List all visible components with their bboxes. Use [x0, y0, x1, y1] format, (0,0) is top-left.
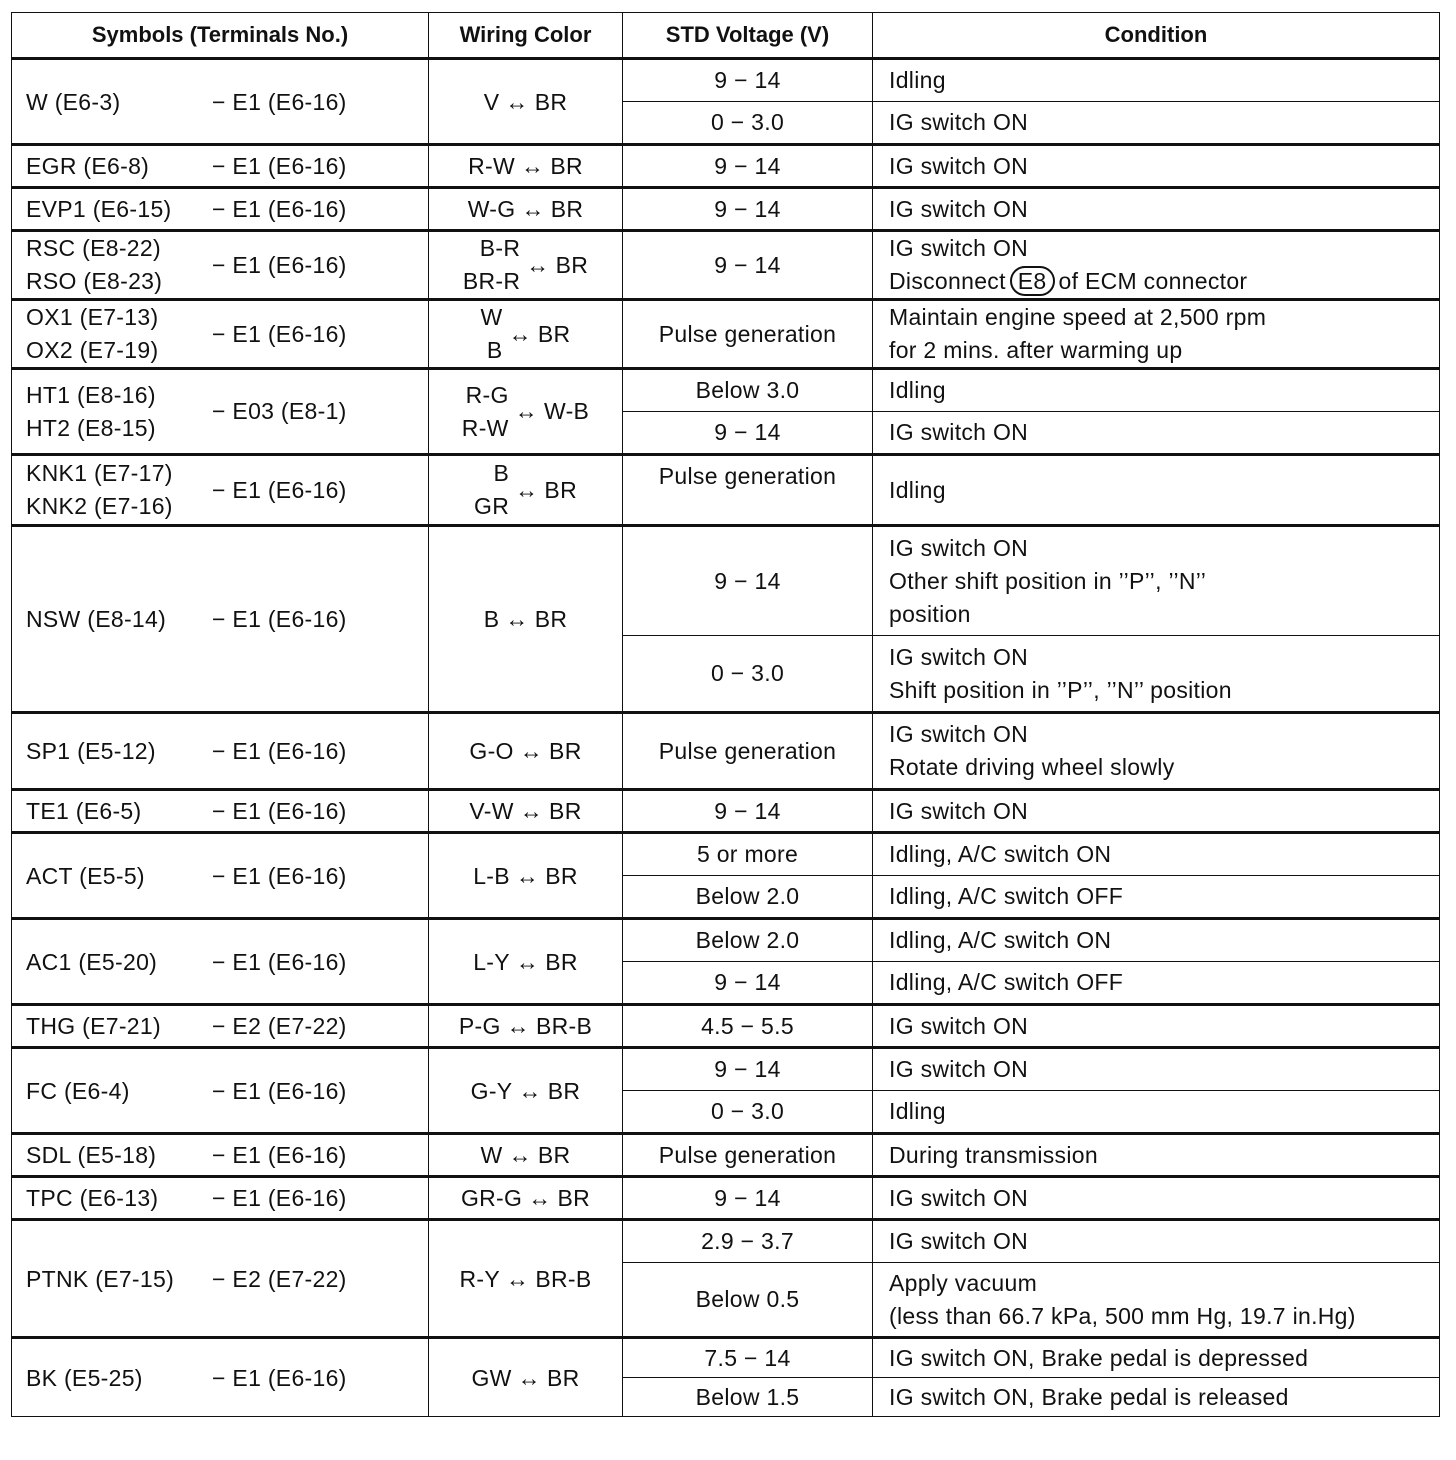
earth-terminal: − E1 (E6-16): [212, 862, 347, 889]
condition-text: of ECM connector: [1058, 268, 1248, 294]
connector-badge: E8: [1010, 266, 1055, 296]
condition-line: Other shift position in ’’P’’, ’’N’’: [889, 567, 1207, 594]
arrow-icon: ↔: [521, 196, 545, 223]
wire-color-right: BR-B: [535, 1013, 593, 1040]
terminal-symbol-line: SDL (E5-18): [26, 1142, 157, 1169]
terminal-symbol: [26, 86, 212, 119]
wire-color: G-Y: [470, 1077, 513, 1104]
condition-cell: [873, 231, 1440, 300]
symbol-cell: [12, 1338, 429, 1417]
earth-terminal: − E2 (E7-22): [212, 1265, 347, 1292]
wiring-color-cell: [429, 1134, 623, 1177]
wire-color-right: BR: [537, 320, 571, 347]
wire-color-right: BR: [537, 1142, 571, 1169]
std-voltage-cell: Below 1.5: [623, 1378, 873, 1417]
symbol-cell: [12, 919, 429, 1005]
table-row: [12, 1177, 1440, 1220]
wiring-color-cell: [429, 231, 623, 300]
wire-color-left: [484, 603, 500, 636]
terminal-symbol: [26, 860, 212, 893]
wire-color-right: BR: [544, 476, 577, 503]
table-row: [12, 526, 1440, 636]
condition-cell: [873, 412, 1440, 455]
wire-color-left: [469, 795, 513, 828]
wire-color-left: [473, 946, 510, 979]
condition-cell: [873, 1378, 1440, 1417]
std-voltage-cell: 5 or more: [623, 833, 873, 876]
wire-color: BR-R: [462, 268, 521, 294]
earth-terminal: − E1 (E6-16): [212, 153, 347, 180]
condition-line: IG switch ON: [889, 721, 1029, 747]
condition-cell: [873, 1338, 1440, 1378]
earth-terminal: − E1 (E6-16): [212, 606, 347, 633]
wire-color-right: BR: [534, 606, 568, 633]
std-voltage-cell: Below 2.0: [623, 919, 873, 962]
symbol-cell: [12, 59, 429, 145]
condition-cell: [873, 188, 1440, 231]
arrow-icon: ↔: [519, 738, 544, 765]
wire-color: V: [483, 88, 500, 115]
condition-line: Idling, A/C switch OFF: [889, 969, 1124, 995]
terminal-symbol: [26, 1075, 212, 1108]
wiring-color-cell: [429, 1220, 623, 1338]
earth-terminal: − E2 (E7-22): [212, 1013, 347, 1040]
condition-line: IG switch ON: [889, 235, 1029, 261]
arrow-icon: ↔: [521, 153, 545, 180]
terminal-symbol: [26, 232, 212, 298]
condition-line: IG switch ON: [889, 152, 1029, 179]
condition-cell: [873, 962, 1440, 1005]
symbol-cell: [12, 1048, 429, 1134]
condition-line: IG switch ON: [889, 1228, 1029, 1254]
terminal-symbol-line: TE1 (E6-5): [26, 798, 142, 825]
wire-color: W: [480, 1142, 503, 1169]
wire-color-right: BR: [550, 153, 583, 180]
wiring-color-cell: [429, 1338, 623, 1417]
wire-color: P-G: [458, 1013, 501, 1040]
condition-cell: [873, 1091, 1440, 1134]
table-row: [12, 145, 1440, 188]
terminal-symbol-line: THG (E7-21): [26, 1013, 161, 1040]
wire-color-right: BR: [534, 88, 568, 115]
table-row: [12, 1048, 1440, 1091]
terminal-symbol-line: SP1 (E5-12): [26, 738, 156, 765]
condition-cell: [873, 833, 1440, 876]
wire-color-left: [474, 457, 509, 523]
wire-color: R-W: [468, 153, 515, 180]
earth-terminal: − E1 (E6-16): [212, 320, 347, 347]
condition-line: [889, 265, 1439, 298]
condition-line: Maintain engine speed at 2,500 rpm: [889, 304, 1267, 330]
terminal-symbol-line: RSO (E8-23): [26, 268, 163, 294]
arrow-icon: ↔: [528, 1185, 552, 1212]
table-row: [12, 188, 1440, 231]
std-voltage-cell: Pulse generation: [623, 300, 873, 369]
wiring-color-cell: [429, 455, 623, 526]
arrow-icon: ↔: [506, 1013, 530, 1040]
terminal-symbol: [26, 603, 212, 636]
symbol-cell: [12, 231, 429, 300]
terminal-symbol: [26, 1182, 212, 1215]
wire-color-left: [459, 1010, 501, 1043]
condition-line: IG switch ON, Brake pedal is depressed: [889, 1344, 1309, 1371]
wiring-color-cell: [429, 300, 623, 369]
wire-color-right: BR: [549, 738, 582, 765]
std-voltage-cell: 9 − 14: [623, 188, 873, 231]
terminal-symbol: [26, 457, 212, 523]
symbol-cell: [12, 188, 429, 231]
wire-color-left: [463, 232, 520, 298]
condition-line: IG switch ON: [889, 797, 1029, 824]
condition-line: IG switch ON: [889, 1056, 1029, 1082]
earth-terminal: − E1 (E6-16): [212, 798, 347, 825]
std-voltage-cell: 0 − 3.0: [623, 102, 873, 145]
earth-terminal: − E1 (E6-16): [212, 196, 347, 223]
terminal-symbol: [26, 735, 212, 768]
header-std-voltage: STD Voltage (V): [623, 13, 873, 59]
wire-color: B-R: [479, 235, 521, 261]
condition-line: Idling: [889, 377, 946, 403]
std-voltage-cell: 2.9 − 3.7: [623, 1220, 873, 1263]
wiring-color-cell: [429, 833, 623, 919]
table-row: [12, 231, 1440, 300]
std-voltage-cell: 9 − 14: [623, 231, 873, 300]
arrow-icon: ↔: [505, 606, 529, 633]
condition-line: (less than 66.7 kPa, 500 mm Hg, 19.7 in.Hg): [889, 1302, 1356, 1329]
header-wiring-color: Wiring Color: [429, 13, 623, 59]
wire-color-right: W-B: [544, 398, 590, 424]
earth-terminal: − E1 (E6-16): [212, 1142, 347, 1169]
terminal-symbol-line: NSW (E8-14): [26, 606, 167, 633]
wire-color: L-B: [473, 862, 510, 889]
wire-color: G-O: [469, 738, 514, 765]
terminal-symbol-line: PTNK (E7-15): [26, 1265, 175, 1292]
wiring-color-cell: [429, 713, 623, 790]
condition-line: Idling, A/C switch OFF: [889, 883, 1124, 909]
terminal-symbol-line: BK (E5-25): [26, 1364, 143, 1391]
wiring-color-cell: [429, 1177, 623, 1220]
wiring-color-cell: [429, 369, 623, 455]
arrow-icon: ↔: [517, 1364, 541, 1391]
terminal-symbol-line: HT1 (E8-16): [26, 381, 156, 408]
terminal-symbol: [26, 1139, 212, 1172]
symbol-cell: [12, 526, 429, 713]
std-voltage-cell: 9 − 14: [623, 1177, 873, 1220]
condition-cell: [873, 526, 1440, 636]
symbol-cell: [12, 790, 429, 833]
table-row: [12, 713, 1440, 790]
wiring-color-cell: [429, 1048, 623, 1134]
terminal-symbol-line: FC (E6-4): [26, 1077, 130, 1104]
terminal-voltage-table: [11, 12, 1440, 1417]
terminal-symbol-line: HT2 (E8-15): [26, 414, 156, 441]
std-voltage-cell: 9 − 14: [623, 412, 873, 455]
terminal-symbol-line: ACT (E5-5): [26, 862, 145, 889]
condition-cell: [873, 300, 1440, 369]
wire-color: W: [480, 304, 503, 330]
wire-color-left: [484, 86, 500, 119]
terminal-symbol: [26, 150, 212, 183]
terminal-symbol-line: KNK2 (E7-16): [26, 493, 173, 519]
std-voltage-cell: 9 − 14: [623, 145, 873, 188]
table-row: [12, 1338, 1440, 1378]
condition-cell: [873, 59, 1440, 102]
wire-color-right: BR: [555, 251, 589, 278]
wire-color: R-W: [461, 414, 509, 441]
wiring-color-cell: [429, 919, 623, 1005]
wire-color: R-Y: [459, 1265, 501, 1292]
wire-color-right: BR: [557, 1185, 591, 1212]
wire-color-right: BR: [549, 798, 582, 825]
table-row: [12, 369, 1440, 412]
wire-color-left: [460, 1263, 501, 1296]
wire-color-left: [481, 301, 503, 367]
terminal-symbol: [26, 301, 212, 367]
wire-color: GW: [471, 1364, 512, 1391]
terminal-symbol: [26, 1263, 212, 1296]
condition-line: IG switch ON: [889, 109, 1029, 135]
condition-line: IG switch ON: [889, 643, 1029, 670]
symbol-cell: [12, 1005, 429, 1048]
std-voltage-cell: Below 3.0: [623, 369, 873, 412]
symbol-cell: [12, 369, 429, 455]
arrow-icon: ↔: [519, 798, 544, 825]
condition-cell: [873, 636, 1440, 713]
wire-color-left: [461, 1182, 522, 1215]
arrow-icon: ↔: [518, 1077, 542, 1104]
earth-terminal: − E03 (E8-1): [212, 398, 347, 424]
condition-cell: [873, 713, 1440, 790]
terminal-symbol-line: RSC (E8-22): [26, 235, 161, 261]
wiring-color-cell: [429, 526, 623, 713]
arrow-icon: ↔: [506, 1265, 530, 1292]
std-voltage-cell: 9 − 14: [623, 59, 873, 102]
condition-line: Idling, A/C switch ON: [889, 841, 1112, 867]
arrow-icon: ↔: [505, 88, 529, 115]
wire-color-left: [468, 150, 515, 183]
earth-terminal: − E1 (E6-16): [212, 738, 347, 765]
std-voltage-cell: Below 0.5: [623, 1263, 873, 1338]
table-row: [12, 59, 1440, 102]
wire-color: L-Y: [473, 948, 510, 975]
arrow-icon: ↔: [515, 862, 540, 889]
terminal-symbol-line: EVP1 (E6-15): [26, 196, 172, 223]
wire-color-left: [481, 1139, 503, 1172]
std-voltage-cell: Below 2.0: [623, 876, 873, 919]
std-voltage-cell: 9 − 14: [623, 962, 873, 1005]
condition-line: During transmission: [889, 1141, 1098, 1168]
condition-line: IG switch ON, Brake pedal is released: [889, 1383, 1289, 1410]
terminal-symbol-line: AC1 (E5-20): [26, 948, 158, 975]
condition-line: Apply vacuum: [889, 1269, 1038, 1296]
wire-color-left: [469, 735, 513, 768]
condition-line: for 2 mins. after warming up: [889, 337, 1183, 363]
condition-cell: [873, 1263, 1440, 1338]
earth-terminal: − E1 (E6-16): [212, 1077, 347, 1104]
condition-line: Idling: [889, 476, 946, 503]
condition-line: Shift position in ’’P’’, ’’N’’ position: [889, 676, 1232, 703]
terminal-symbol: [26, 795, 212, 828]
condition-cell: [873, 1005, 1440, 1048]
condition-cell: [873, 1220, 1440, 1263]
std-voltage-cell: Pulse generation: [623, 713, 873, 790]
table-row: [12, 919, 1440, 962]
wire-color-right: BR: [550, 196, 584, 223]
condition-cell: [873, 790, 1440, 833]
wire-color-right: BR: [545, 862, 578, 889]
condition-line: Idling: [889, 1098, 946, 1124]
wire-color-right: BR-B: [535, 1265, 592, 1292]
condition-cell: [873, 876, 1440, 919]
std-voltage-cell: 9 − 14: [623, 526, 873, 636]
wire-color: V-W: [469, 798, 514, 825]
wire-color-right: BR: [545, 948, 578, 975]
table-row: [12, 455, 1440, 526]
terminal-symbol: [26, 379, 212, 445]
std-voltage-cell: Pulse generation: [623, 455, 873, 526]
wiring-color-cell: [429, 145, 623, 188]
symbol-cell: [12, 1220, 429, 1338]
wire-color-left: [471, 1075, 513, 1108]
table-row: [12, 1005, 1440, 1048]
symbol-cell: [12, 145, 429, 188]
terminal-symbol: [26, 946, 212, 979]
arrow-icon: ↔: [515, 948, 540, 975]
arrow-icon: ↔: [508, 1142, 532, 1169]
earth-terminal: − E1 (E6-16): [212, 948, 347, 975]
header-condition: Condition: [873, 13, 1440, 59]
condition-cell: [873, 1177, 1440, 1220]
wire-color-left: [471, 1362, 511, 1395]
terminal-symbol-line: OX2 (E7-19): [26, 337, 159, 363]
condition-cell: [873, 455, 1440, 526]
terminal-symbol-line: OX1 (E7-13): [26, 304, 159, 330]
std-voltage-cell: 0 − 3.0: [623, 1091, 873, 1134]
wire-color: GR-G: [460, 1185, 523, 1212]
earth-terminal: − E1 (E6-16): [212, 476, 347, 503]
terminal-symbol-line: TPC (E6-13): [26, 1185, 159, 1212]
terminal-symbol-line: KNK1 (E7-17): [26, 460, 173, 486]
wire-color: B: [486, 337, 503, 363]
condition-line: Idling: [889, 67, 946, 93]
condition-line: position: [889, 600, 971, 627]
table-row: [12, 300, 1440, 369]
earth-terminal: − E1 (E6-16): [212, 1364, 347, 1391]
wire-color-right: BR: [547, 1077, 581, 1104]
wiring-color-cell: [429, 59, 623, 145]
table-row: [12, 1220, 1440, 1263]
wire-color: R-G: [465, 381, 509, 408]
table-row: [12, 833, 1440, 876]
condition-text: Disconnect: [889, 268, 1006, 294]
condition-cell: [873, 102, 1440, 145]
symbol-cell: [12, 300, 429, 369]
condition-cell: [873, 919, 1440, 962]
arrow-icon: ↔: [508, 320, 532, 347]
symbol-cell: [12, 713, 429, 790]
condition-line: IG switch ON: [889, 195, 1029, 222]
wiring-color-cell: [429, 1005, 623, 1048]
terminal-symbol-line: W (E6-3): [26, 88, 121, 115]
std-voltage-cell: 4.5 − 5.5: [623, 1005, 873, 1048]
table-row: [12, 790, 1440, 833]
wiring-color-cell: [429, 790, 623, 833]
wire-color-right: BR: [546, 1364, 580, 1391]
condition-line: Rotate driving wheel slowly: [889, 754, 1175, 780]
wire-color: B: [483, 606, 500, 633]
table-row: [12, 1134, 1440, 1177]
wire-color-left: [473, 860, 510, 893]
condition-cell: [873, 1048, 1440, 1091]
arrow-icon: ↔: [514, 398, 538, 424]
terminal-symbol: [26, 193, 212, 226]
condition-line: IG switch ON: [889, 534, 1029, 561]
header-row: [12, 13, 1440, 59]
condition-line: IG switch ON: [889, 1184, 1029, 1211]
wire-color-left: [462, 379, 509, 445]
wiring-color-cell: [429, 188, 623, 231]
symbol-cell: [12, 1177, 429, 1220]
condition-line: IG switch ON: [889, 419, 1029, 445]
terminal-symbol: [26, 1010, 212, 1043]
condition-cell: [873, 145, 1440, 188]
terminal-symbol-line: EGR (E6-8): [26, 153, 150, 180]
earth-terminal: − E1 (E6-16): [212, 251, 347, 278]
condition-line: Idling, A/C switch ON: [889, 927, 1112, 953]
wire-color-left: [468, 193, 516, 226]
wire-color: GR: [474, 493, 510, 519]
earth-terminal: − E1 (E6-16): [212, 1185, 347, 1212]
arrow-icon: ↔: [526, 251, 550, 278]
condition-line: IG switch ON: [889, 1012, 1029, 1039]
wire-color: B: [493, 460, 510, 486]
header-symbols: Symbols (Terminals No.): [12, 13, 429, 59]
std-voltage-cell: 0 − 3.0: [623, 636, 873, 713]
symbol-cell: [12, 833, 429, 919]
std-voltage-cell: 9 − 14: [623, 1048, 873, 1091]
terminal-symbol: [26, 1362, 212, 1395]
condition-cell: [873, 1134, 1440, 1177]
symbol-cell: [12, 1134, 429, 1177]
std-voltage-cell: 7.5 − 14: [623, 1338, 873, 1378]
symbol-cell: [12, 455, 429, 526]
arrow-icon: ↔: [515, 476, 539, 503]
std-voltage-cell: 9 − 14: [623, 790, 873, 833]
std-voltage-cell: Pulse generation: [623, 1134, 873, 1177]
condition-cell: [873, 369, 1440, 412]
wire-color: W-G: [467, 196, 516, 223]
earth-terminal: − E1 (E6-16): [212, 88, 347, 115]
